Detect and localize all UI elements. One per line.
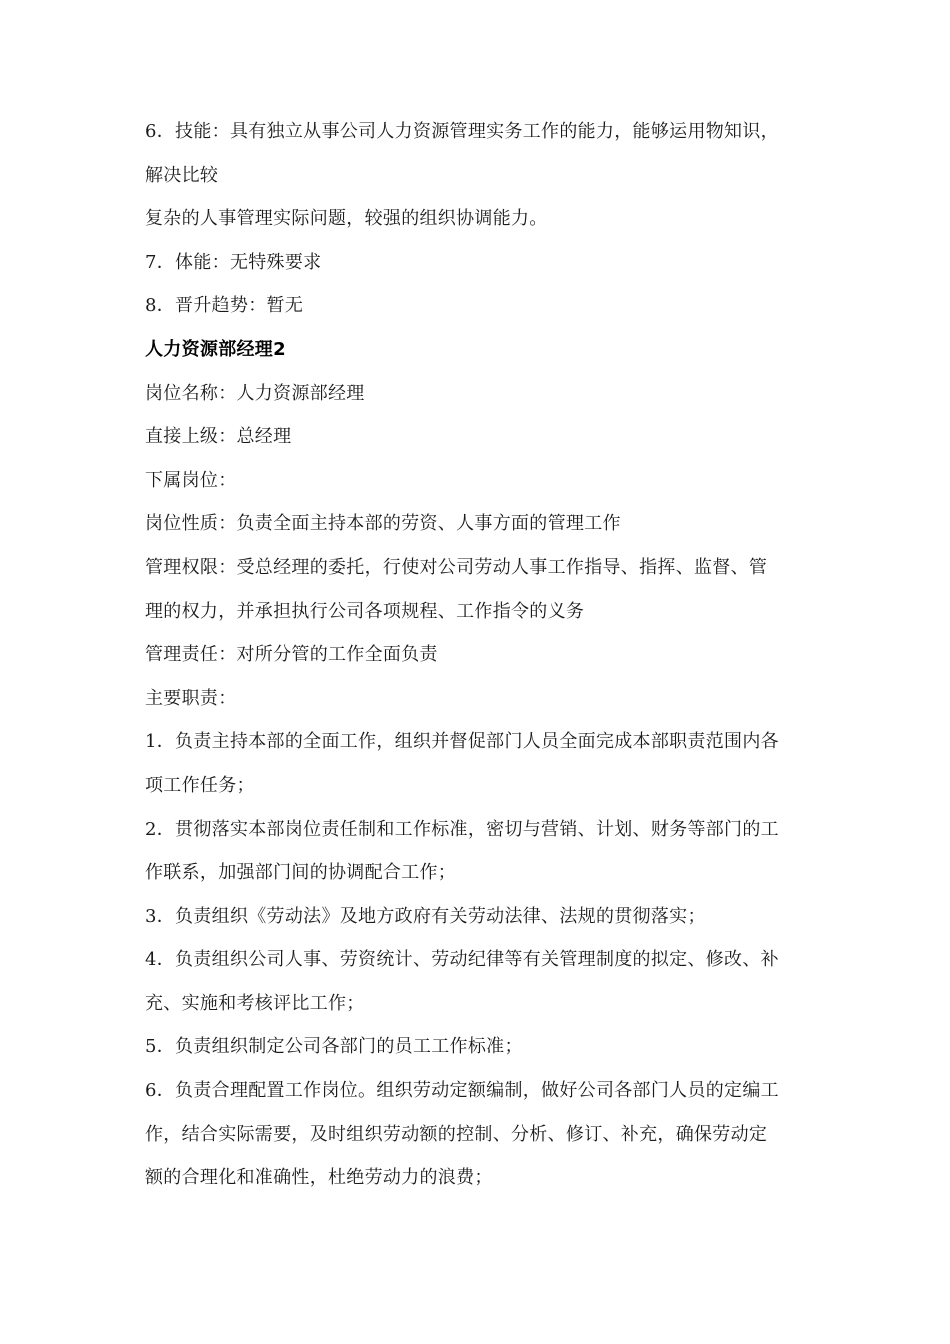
- paragraph-line: 解决比较: [145, 164, 219, 186]
- paragraph-line: 管理权限：受总经理的委托，行使对公司劳动人事工作指导、指挥、监督、管: [145, 556, 768, 578]
- section-heading: 人力资源部经理2: [145, 338, 286, 360]
- paragraph-line: 5．负责组织制定公司各部门的员工工作标准；: [145, 1036, 523, 1058]
- paragraph-line: 充、实施和考核评比工作；: [145, 992, 365, 1014]
- paragraph-line: 作联系，加强部门间的协调配合工作；: [145, 862, 457, 884]
- paragraph-line: 主要职责：: [145, 687, 237, 709]
- paragraph-line: 8．晋升趋势：暂无: [145, 295, 304, 317]
- paragraph-line: 复杂的人事管理实际问题，较强的组织协调能力。: [145, 208, 548, 230]
- paragraph-line: 岗位性质：负责全面主持本部的劳资、人事方面的管理工作: [145, 513, 621, 535]
- paragraph-line: 7．体能：无特殊要求: [145, 251, 322, 273]
- paragraph-line: 项工作任务；: [145, 774, 255, 796]
- paragraph-line: 下属岗位：: [145, 469, 237, 491]
- paragraph-line: 2．贯彻落实本部岗位责任制和工作标准，密切与营销、计划、财务等部门的工: [145, 818, 779, 840]
- paragraph-line: 3．负责组织《劳动法》及地方政府有关劳动法律、法规的贯彻落实；: [145, 905, 706, 927]
- paragraph-line: 6．负责合理配置工作岗位。组织劳动定额编制，做好公司各部门人员的定编工: [145, 1080, 779, 1102]
- paragraph-line: 作，结合实际需要，及时组织劳动额的控制、分析、修订、补充，确保劳动定: [145, 1123, 768, 1145]
- paragraph-line: 4．负责组织公司人事、劳资统计、劳动纪律等有关管理制度的拟定、修改、补: [145, 949, 779, 971]
- document-body: [145, 110, 810, 1200]
- paragraph-line: 岗位名称：人力资源部经理: [145, 382, 365, 404]
- paragraph-line: 直接上级：总经理: [145, 426, 292, 448]
- paragraph-line: 额的合理化和准确性，杜绝劳动力的浪费；: [145, 1167, 493, 1189]
- paragraph-line: 理的权力，并承担执行公司各项规程、工作指令的义务: [145, 600, 585, 622]
- paragraph-line: 1．负责主持本部的全面工作，组织并督促部门人员全面完成本部职责范围内各: [145, 731, 779, 753]
- paragraph-line: 管理责任：对所分管的工作全面负责: [145, 644, 438, 666]
- paragraph-line: 6．技能：具有独立从事公司人力资源管理实务工作的能力，能够运用物知识，: [145, 121, 779, 142]
